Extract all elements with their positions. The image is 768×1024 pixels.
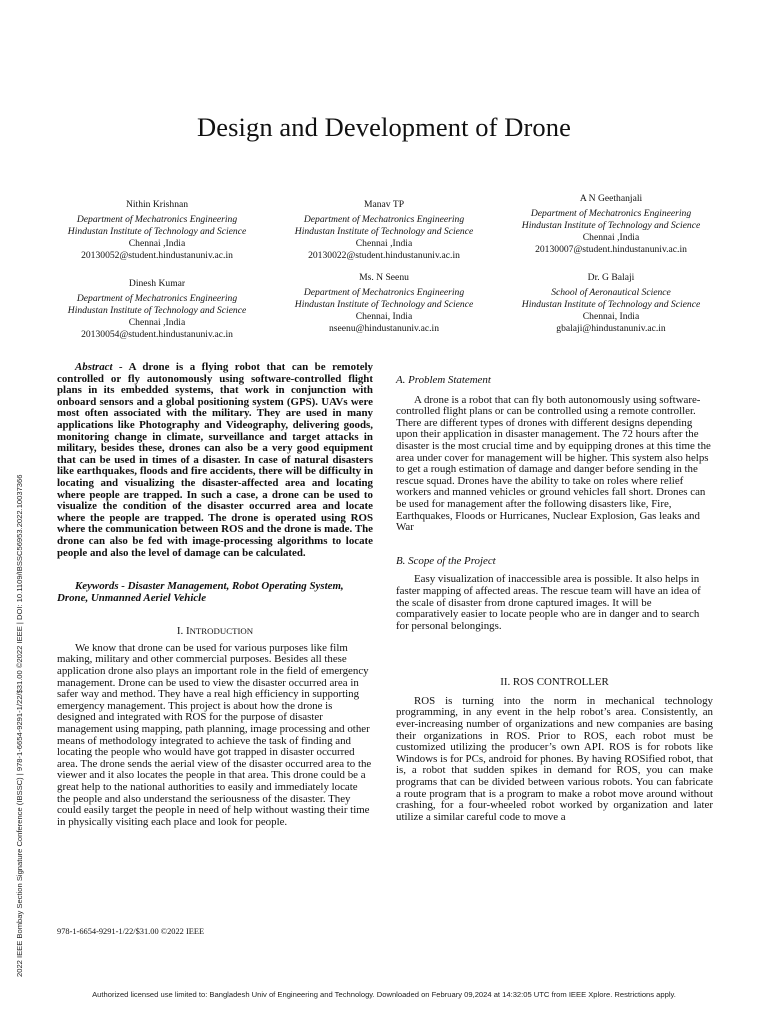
author-email: nseenu@hindustanuniv.ac.in [329, 323, 439, 334]
author-city: Chennai ,India [582, 232, 640, 243]
left-column [57, 362, 373, 828]
author-institution: Hindustan Institute of Technology and Science [521, 299, 701, 310]
author-city: Chennai, India [355, 311, 413, 322]
author-name: Nithin Krishnan [125, 199, 189, 210]
footer-isbn: 978-1-6654-9291-1/22/$31.00 ©2022 IEEE [57, 927, 205, 936]
author-email: gbalaji@hindustanuniv.ac.in [556, 323, 666, 334]
section-heading-ros: II. ROS CONTROLLER [500, 676, 609, 689]
problem-statement-text: A drone is a robot that can fly both autonomously using software-controlled flight plans or can be controlled using a remote controller. There are different types of drones with different designs depending upon their application in disaster management. The 72 hours after the disaster is the most crucial time and by equipping drones at this time the area under cover for management will be higher. This system also helps to get a rough estimation of damage and danger before sending in the rescue squad. Drones have the ability to take on roles where relief workers and manned vehicles or ground vehicles fall short. Drones can be used for management after the following disasters like, Fire, Earthquakes, Floods or Hurricanes, Nuclear Explosion, Gas leaks and War [396, 393, 711, 534]
author-department: Department of Mechatronics Engineering [303, 287, 465, 298]
keywords: Keywords - Disaster Management, Robot Operating System, Drone, Unmanned Aeriel Vehicle [57, 580, 344, 604]
scope-text: Easy visualization of inaccessible area is possible. It also helps in faster mapping of affected areas. The rescue team will have an idea of the scale of disaster from drone captured images. It will be comparatively easier to locate people who are in danger and to search for personal belongings. [396, 573, 701, 632]
author-institution: Hindustan Institute of Technology and Science [521, 220, 701, 231]
author-name: Ms. N Seenu [359, 272, 409, 283]
abstract-text: A drone is a flying robot that can be remotely controlled or fly autonomously using software-controlled flight plans in its embedded systems, that work in conjunction with onboard sensors and a global positioning system (GPS). UAVs were most often associated with the military. They are used in many applications like Photography and Videography, delivering goods, monitoring change in climate, surveillance and target attacks in military, besides these, drones can also be a very good equipment that can be used in times of a disaster. In case of natural disasters like earthquakes, floods and fire accidents, there will be difficulty in locating and visualizing the disaster-affected area and locating where people are trapped. In such a case, a drone can be used to visualize the condition of the disaster occurred area and locate where the people are trapped. The drone is operated using ROS where the communication between ROS and the drone is made. The drone can also be fed with image-processing algorithms to locate people and also the level of damage can be calculated. [57, 361, 373, 559]
right-column [396, 375, 713, 823]
subsection-heading-scope: B. Scope of the Project [396, 554, 496, 567]
intro-rest: NTRODUCTION [189, 626, 254, 637]
abstract-label: Abstract - [75, 361, 123, 373]
author-block [491, 272, 731, 335]
author-name: Dr. G Balaji [587, 272, 635, 283]
author-email: 20130007@student.hindustanuniv.ac.in [535, 244, 687, 255]
author-block [264, 272, 504, 335]
author-department: Department of Mechatronics Engineering [76, 214, 238, 225]
intro-numeral: I. I [176, 625, 190, 638]
abstract [57, 362, 373, 559]
introduction-text: We know that drone can be used for various purposes like film making, military and other commercial purposes. Besides all these application drone also plays an important role in the field of emergency management. Drone can be used to view the disaster occurred area in safer way and method. They have a real high efficiency in supporting emergency management. This project is about how the drone is designed and integrated with ROS for the purpose of disaster management using mapping, path planning, image processing and other means of methodology integrated to achieve the task of finding and locating the people who would have got trapped in disaster occurred area. The drone sends the aerial view of the disaster occurred area to the viewer and it also locates the people in that area. This drone could be a great help to the national authorities to easily and immediately locate the people and also understand the seriousness of the disaster. They could easily target the people in need of help without wasting their time in physically visiting each place and look for people. [57, 641, 372, 828]
author-block [491, 193, 731, 256]
author-institution: Hindustan Institute of Technology and Science [67, 226, 247, 237]
section-heading-introduction [57, 626, 373, 638]
author-institution: Hindustan Institute of Technology and Science [294, 299, 474, 310]
author-department: School of Aeronautical Science [551, 287, 671, 298]
subsection-heading-problem: A. Problem Statement [396, 374, 491, 386]
ros-text: ROS is turning into the norm in mechanical technology programming, in any event in the help robot’s area. Consistently, an ever-increasing number of organizations and new companies are basing their organizations in ROS. Prior to ROS, each robot must be customized utilizing the producer’s own API. ROS is for robots like Windows is for PCs, android for phones. By having ROSified robot, that is, a robot that sudden spikes in demand for ROS, you can make programs that can be divided between various robots. You can fabricate a route program that is a program to make a robot move around without crashing, for a four-wheeled robot worked by organization and later utilize a similar careful code to move a [396, 694, 713, 823]
author-department: Department of Mechatronics Engineering [76, 293, 238, 304]
author-block [37, 199, 277, 262]
author-institution: Hindustan Institute of Technology and Science [67, 305, 247, 316]
author-city: Chennai ,India [128, 317, 186, 328]
author-institution: Hindustan Institute of Technology and Science [294, 226, 474, 237]
conference-sidebar: 2022 IEEE Bombay Section Signature Conference (IBSSC) | 978-1-6654-9291-1/22/$31.00 ©2022 IEEE | DOI: 10.1109/IBSSC56953.2022.10037366 [15, 474, 24, 977]
paper-title: Design and Development of Drone [197, 112, 571, 142]
author-name: Manav TP [363, 199, 405, 210]
license-notice: Authorized licensed use limited to: Bangladesh Univ of Engineering and Technology. Downloaded on February 09,2024 at 14:32:05 UTC from IEEE Xplore. Restrictions apply. [92, 990, 676, 999]
author-email: 20130054@student.hindustanuniv.ac.in [81, 329, 233, 340]
author-city: Chennai, India [582, 311, 640, 322]
author-city: Chennai ,India [128, 238, 186, 249]
author-block [37, 278, 277, 341]
author-department: Department of Mechatronics Engineering [530, 208, 692, 219]
author-name: Dinesh Kumar [128, 278, 186, 289]
author-email: 20130022@student.hindustanuniv.ac.in [308, 250, 460, 261]
author-department: Department of Mechatronics Engineering [303, 214, 465, 225]
author-block [264, 199, 504, 262]
author-email: 20130052@student.hindustanuniv.ac.in [81, 250, 233, 261]
author-name: A N Geethanjali [579, 193, 643, 204]
author-city: Chennai ,India [355, 238, 413, 249]
